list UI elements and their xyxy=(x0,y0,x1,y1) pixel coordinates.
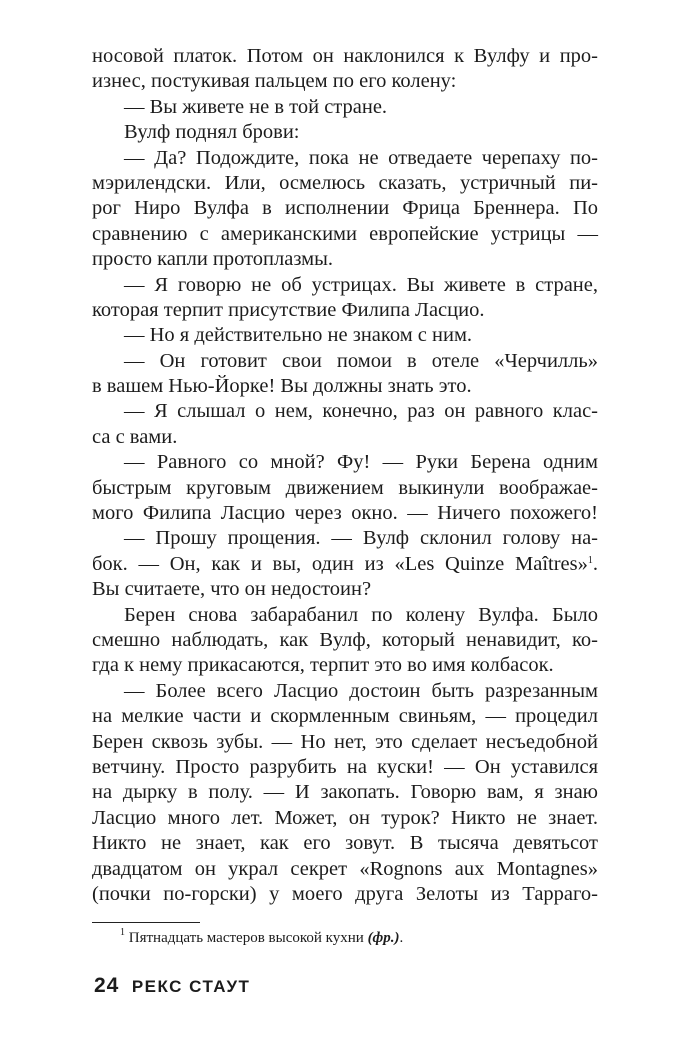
text-line xyxy=(92,831,598,856)
text-line-content: — Я говорю не об устрицах. Вы живете в стране, xyxy=(124,273,598,296)
text-line xyxy=(92,69,598,94)
text-line-content: — Он готовит свои помои в отеле «Черчилль» xyxy=(124,349,598,372)
running-footer xyxy=(94,974,250,998)
text-line-content: — Прошу прощения. — Вулф склонил голову на- xyxy=(124,527,598,550)
text-line xyxy=(92,222,598,247)
text-line xyxy=(92,577,598,602)
text-line-content: двадцатом он украл секрет «Rognons aux Montagnes» xyxy=(92,857,598,880)
text-line xyxy=(92,806,598,831)
text-line xyxy=(92,450,598,475)
text-line xyxy=(92,857,598,882)
text-line xyxy=(92,298,598,323)
text-line xyxy=(92,146,598,171)
footnote-source: (фр.) xyxy=(367,930,400,946)
text-line xyxy=(92,120,598,145)
text-line xyxy=(92,526,598,551)
text-line-content: Берен сквозь зубы. — Но нет, это сделает несъедобной xyxy=(92,730,598,753)
footnote xyxy=(120,927,404,947)
text-line xyxy=(92,196,598,221)
text-line-content: бок. — Он, как и вы, один из «Les Quinze Maîtres» xyxy=(92,552,588,575)
text-line-content: на мелкие части и скормленным свиньям, — процедил xyxy=(92,705,598,728)
text-line xyxy=(92,247,598,272)
text-line xyxy=(92,374,598,399)
text-line-tail: . xyxy=(592,552,598,575)
text-line-content: (почки по-горски) у моего друга Зелоты из Тарраго- xyxy=(92,882,598,905)
text-line-content: быстрым круговым движением выкинули воображае- xyxy=(92,476,598,499)
page-body xyxy=(92,44,598,907)
footnote-marker: 1 xyxy=(120,927,125,938)
text-line-content: изнес, постукивая пальцем по его колену: xyxy=(92,70,457,93)
text-line-content: Вы считаете, что он недостоин? xyxy=(92,578,372,601)
text-line-content: — Я слышал о нем, конечно, раз он равного клас- xyxy=(124,400,598,423)
text-line-content: мого Филипа Ласцио через окно. — Ничего похожего! xyxy=(92,502,598,525)
text-line-content: Ласцио много лет. Может, он турок? Никто не знает. xyxy=(92,806,598,829)
text-line xyxy=(92,323,598,348)
text-line-content: смешно наблюдать, как Вулф, который ненавидит, ко- xyxy=(92,628,598,651)
text-line-content: Никто не знает, как его зовут. В тысяча девятьсот xyxy=(92,832,598,855)
footnote-text: Пятнадцать мастеров высокой кухни xyxy=(128,930,364,946)
text-line xyxy=(92,730,598,755)
text-line xyxy=(92,95,598,120)
text-line xyxy=(92,603,598,628)
author-name: РЕКС СТАУТ xyxy=(131,977,251,996)
text-line-content: сравнению с американскими европейские устрицы — xyxy=(92,222,598,245)
text-line xyxy=(92,882,598,907)
text-line xyxy=(92,425,598,450)
text-line-content: са с вами. xyxy=(92,425,178,448)
text-line xyxy=(92,349,598,374)
text-line xyxy=(92,704,598,729)
text-line xyxy=(92,628,598,653)
text-line xyxy=(92,44,598,69)
text-line-content: — Но я действительно не знаком с ним. xyxy=(124,324,473,347)
text-line xyxy=(92,171,598,196)
text-line-content: — Да? Подождите, пока не отведаете черепаху по- xyxy=(124,146,598,169)
text-line-content: носовой платок. Потом он наклонился к Вулфу и про- xyxy=(92,45,598,67)
text-line xyxy=(92,755,598,780)
text-line-content: — Вы живете не в той стране. xyxy=(124,95,388,118)
footnote-divider xyxy=(92,922,200,923)
text-line xyxy=(92,273,598,298)
text-line-content: — Более всего Ласцио достоин быть разрезанным xyxy=(124,679,598,702)
page-number: 24 xyxy=(94,974,120,997)
text-line xyxy=(92,501,598,526)
text-line xyxy=(92,476,598,501)
text-line-content: гда к нему прикасаются, терпит это во имя колбасок. xyxy=(92,654,554,677)
text-line-content: мэрилендски. Или, осмелюсь сказать, устричный пи- xyxy=(92,171,598,194)
text-line xyxy=(92,399,598,424)
text-line xyxy=(92,653,598,678)
text-line-content: в вашем Нью-Йорке! Вы должны знать это. xyxy=(92,375,472,398)
text-line-content: рог Ниро Вулфа в исполнении Фрица Бреннера. По xyxy=(92,197,598,220)
footnote-end: . xyxy=(399,930,404,946)
text-line-content: Берен снова забарабанил по колену Вулфа. Было xyxy=(124,603,598,626)
text-line xyxy=(92,552,598,577)
text-line xyxy=(92,780,598,805)
text-line-content: просто капли протоплазмы. xyxy=(92,248,334,271)
footnote-reference: 1 xyxy=(587,554,593,566)
text-line-content: — Равного со мной? Фу! — Руки Берена одним xyxy=(124,451,598,474)
text-line xyxy=(92,679,598,704)
text-line-content: на дырку в полу. — И закопать. Говорю вам, я знаю xyxy=(92,781,598,804)
text-line-content: ветчину. Просто разрубить на куски! — Он уставился xyxy=(92,755,598,778)
text-line-content: Вулф поднял брови: xyxy=(124,121,300,144)
text-line-content: которая терпит присутствие Филипа Ласцио. xyxy=(92,298,485,321)
